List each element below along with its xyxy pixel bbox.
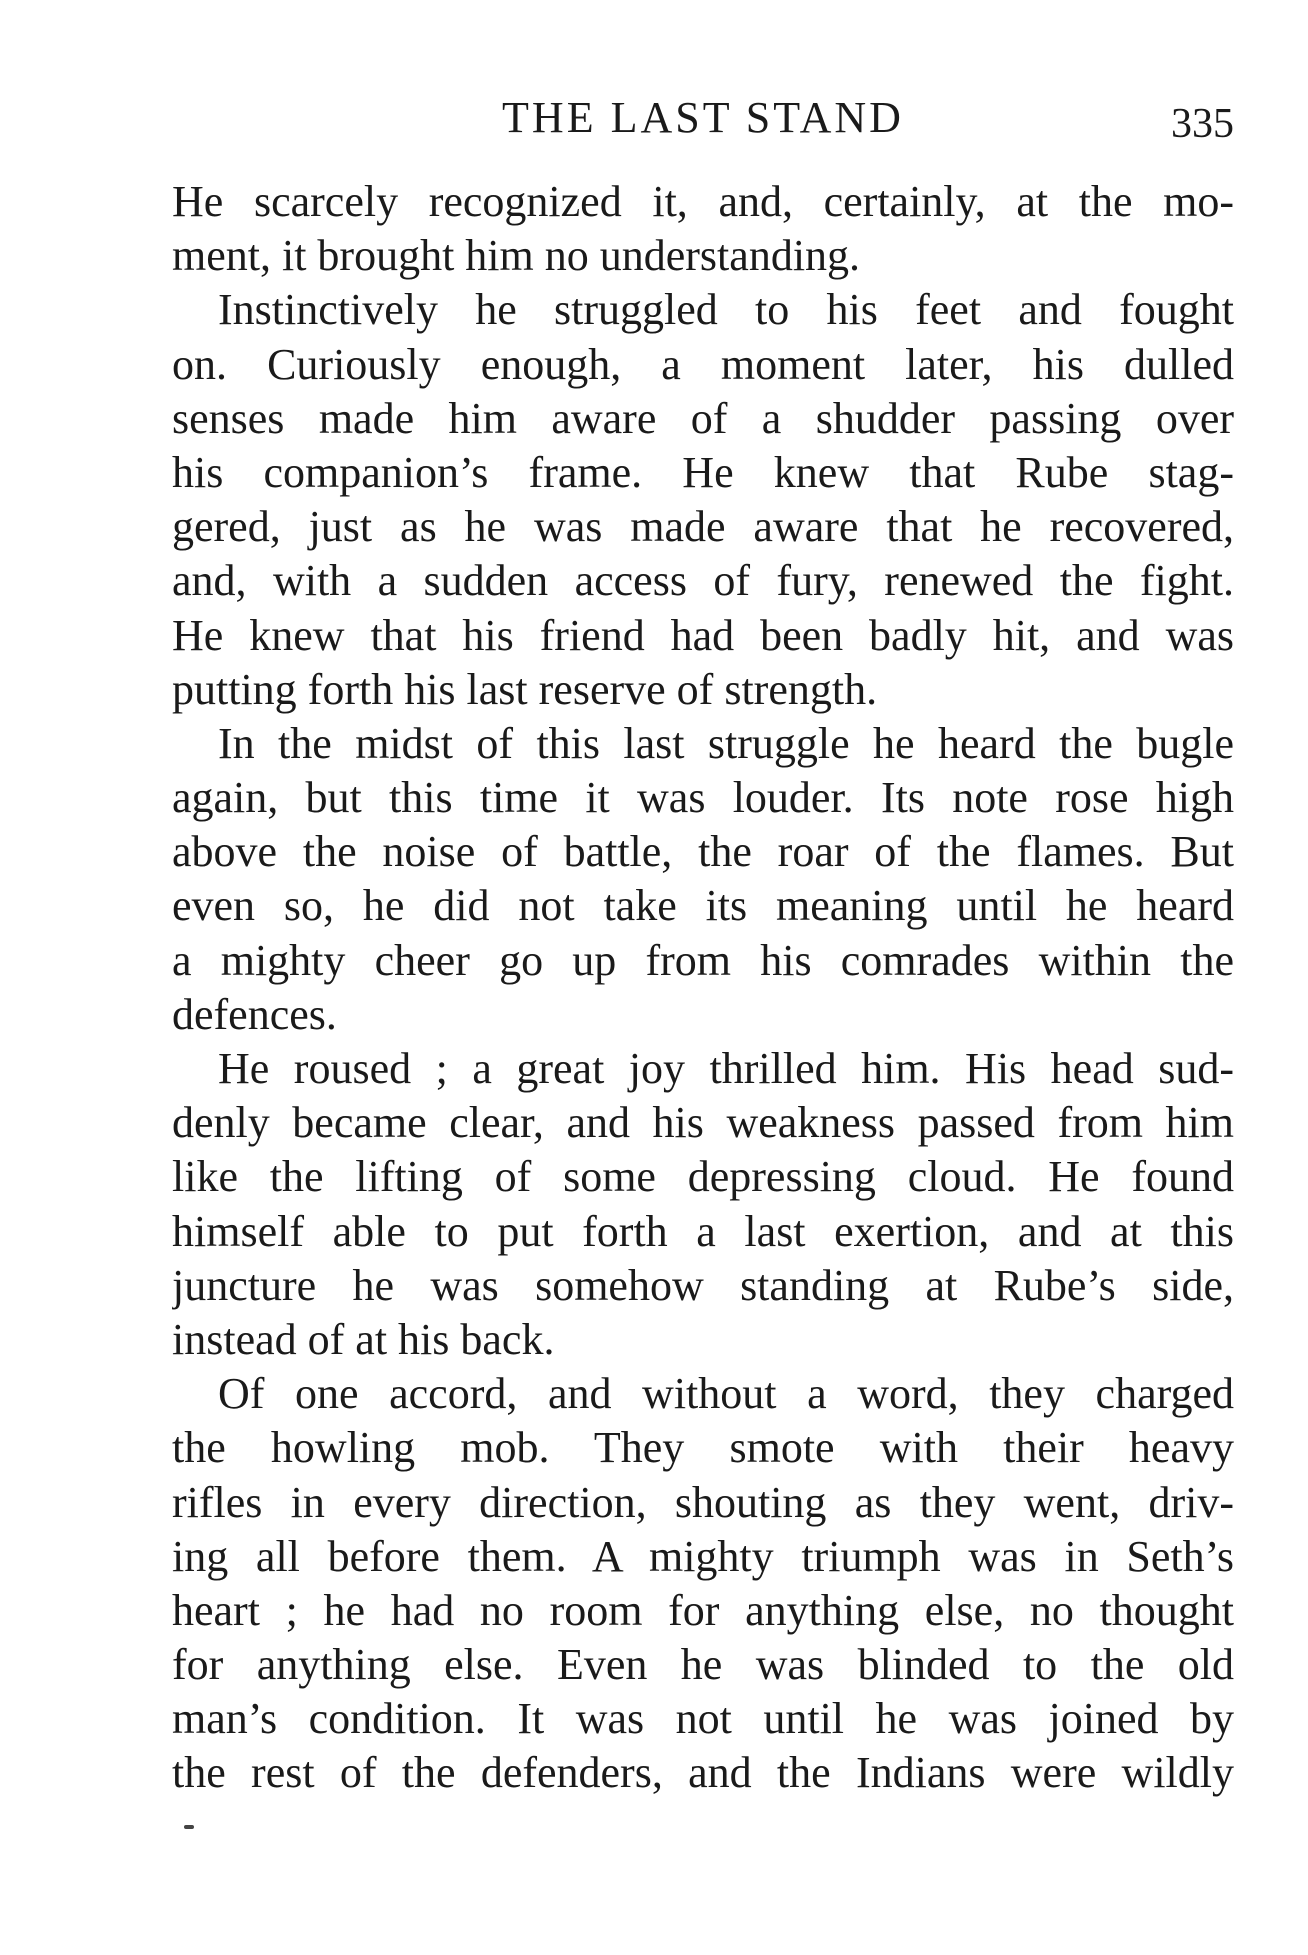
running-head: THE LAST STAND (502, 93, 904, 142)
text-line: Instinctively he struggled to his feet and fought (218, 285, 1234, 335)
text-line: He roused ; a great joy thrilled him. His head sud- (218, 1044, 1234, 1093)
text-line: above the noise of battle, the roar of the flames. But (172, 827, 1234, 877)
text-line: for anything else. Even he was blinded to the old (172, 1640, 1234, 1690)
text-line: senses made him aware of a shudder passing over (172, 393, 1234, 443)
text-line: the rest of the defenders, and the Indians were wildly (172, 1748, 1234, 1798)
text-line: In the midst of this last struggle he heard the bugle (218, 718, 1234, 768)
text-line: ing all before them. A mighty triumph was in Seth’s (172, 1531, 1234, 1581)
text-line: heart ; he had no room for anything else, no thought (172, 1585, 1234, 1635)
text-line: the howling mob. They smote with their heavy (172, 1423, 1234, 1473)
print-speck (184, 1825, 194, 1829)
text-line: and, with a sudden access of fury, renewed the fight. (172, 556, 1234, 606)
text-line: gered, just as he was made aware that he recovered, (172, 502, 1234, 552)
text-line: denly became clear, and his weakness passed from him (172, 1098, 1234, 1148)
text-line: ment, it brought him no understanding. (172, 231, 861, 281)
text-line: again, but this time it was louder. Its note rose high (172, 773, 1234, 823)
text-line: a mighty cheer go up from his comrades within the (172, 935, 1234, 985)
text-line: He scarcely recognized it, and, certainly, at the mo- (172, 177, 1234, 226)
text-line: instead of at his back. (172, 1314, 555, 1364)
text-line: He knew that his friend had been badly hit, and was (172, 610, 1234, 660)
page-number: 335 (1171, 101, 1234, 147)
text-line: like the lifting of some depressing cloud. He found (172, 1152, 1234, 1202)
text-line: himself able to put forth a last exertion, and at this (172, 1206, 1234, 1256)
text-line: his companion’s frame. He knew that Rube stag- (172, 447, 1234, 497)
text-line: putting forth his last reserve of strength. (172, 664, 878, 714)
body-text (172, 175, 1234, 1801)
text-line: man’s condition. It was not until he was joined by (172, 1694, 1234, 1744)
page-header (172, 88, 1234, 148)
text-line: even so, he did not take its meaning until he heard (172, 881, 1234, 931)
text-line: on. Curiously enough, a moment later, his dulled (172, 339, 1234, 389)
text-line: defences. (172, 989, 337, 1039)
text-line: juncture he was somehow standing at Rube’s side, (172, 1260, 1234, 1310)
text-line: rifles in every direction, shouting as they went, driv- (172, 1477, 1234, 1527)
text-line: Of one accord, and without a word, they charged (218, 1369, 1234, 1419)
